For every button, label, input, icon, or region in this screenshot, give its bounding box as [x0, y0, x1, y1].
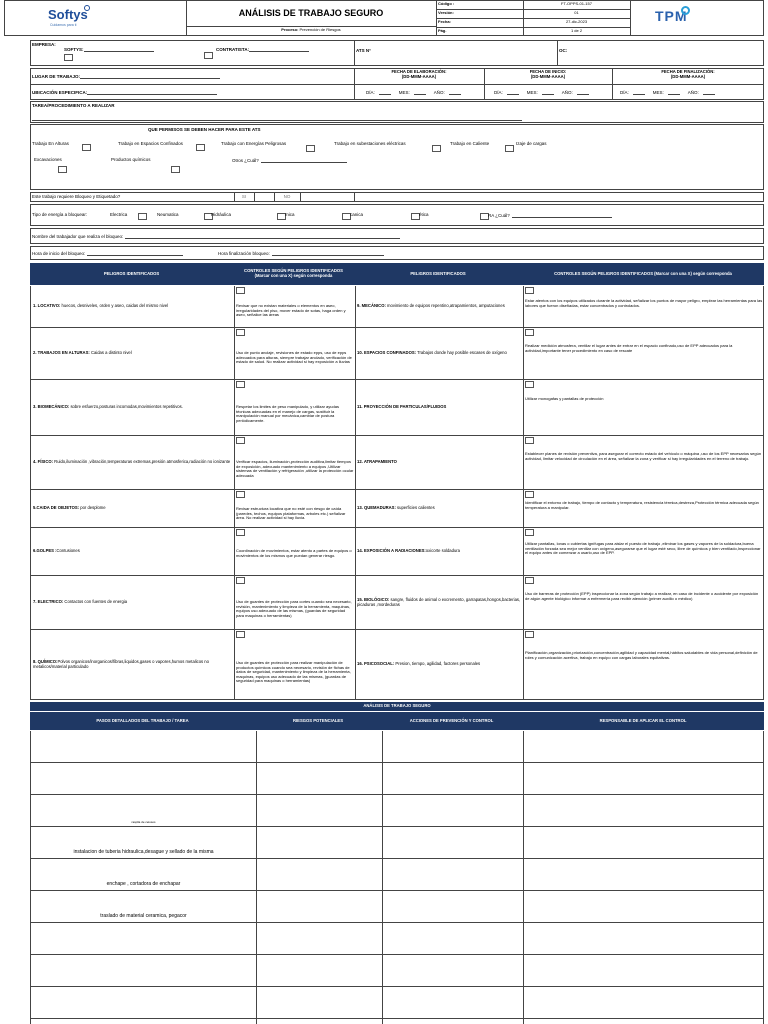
control-right-checkbox[interactable] [525, 329, 534, 336]
fecha-fin-label: FECHA DE FINALIZACIÓN: (DD-MMM-AAAA) [661, 69, 715, 79]
ats-responsable-cell[interactable] [524, 795, 764, 826]
peligro-left-text: 7. ELECTRICO: Contactos con fuentes de energia [33, 599, 128, 605]
control-left-checkbox[interactable] [236, 529, 245, 536]
peligros-header-left: PELIGROS IDENTIFICADOS [30, 263, 233, 285]
peligro-row [30, 490, 764, 528]
control-right-checkbox[interactable] [525, 381, 534, 388]
oc-label: OC: [559, 48, 568, 53]
peligro-row [30, 630, 764, 700]
control-left-text: Verificar espacios, iluminación,protección auditiva,limitar tiempos de exposición, adecuado mantenimiento a equipos ,Utilizar sistemas de ventilación y refrigeración ,utilizar la protección ocular adecuada [236, 459, 354, 478]
ats-riesgo-cell[interactable] [257, 987, 382, 1018]
permiso-checkbox-confinados[interactable] [196, 144, 205, 151]
process-value: Prevención de Riesgos [299, 27, 341, 32]
ats-col-pasos: PASOS DETALLADOS DEL TRABAJO / TAREA [30, 712, 255, 730]
control-right-text: Identificar el entorno de trabajo, tiempo de contacto y temperatura, resistencia térmica,destreza,Protección térmica adecuada según temperatura a manipular. [525, 500, 759, 510]
ats-table-row [30, 955, 764, 987]
ats-responsable-cell[interactable] [524, 891, 764, 922]
ats-responsable-cell[interactable] [524, 827, 764, 858]
ats-responsable-cell[interactable] [524, 731, 764, 762]
ats-table-row [30, 1019, 764, 1024]
control-left-checkbox[interactable] [236, 381, 245, 388]
control-left-text: Revisar estructura locativa que no esté con riesgo de caída (paredes, techos, equipos plataformas, arboles etc.) señalizar área. No realizar actividad si hay lluvia. [236, 506, 346, 521]
ats-responsable-cell[interactable] [524, 923, 764, 954]
ats-responsable-cell[interactable] [524, 987, 764, 1018]
peligro-left-text: 6.GOLPES :Contusiones [33, 548, 80, 554]
meta-label-0: Código : [438, 1, 455, 6]
control-left-text: Uso de punto anclaje, revisiones de estado epps, uso de epps adecuados para alturas, siempre trabajar anclado, verificación de estado de salud. No realizar actividad si hay exposición a lluvias [236, 350, 352, 365]
ats-accion-cell[interactable] [383, 923, 523, 954]
peligro-row [30, 380, 764, 436]
ats-accion-cell[interactable] [383, 795, 523, 826]
peligro-row [30, 328, 764, 380]
permiso-checkbox-quimicos[interactable] [171, 166, 180, 173]
peligro-row [30, 286, 764, 328]
control-left-text: Revisar que no existan materiales o elementos en aseo, irregularidades del piso, mover estado de sotas, haga orden y aseo, señalice las áreas [236, 303, 346, 318]
control-right-checkbox[interactable] [525, 529, 534, 536]
control-left-checkbox[interactable] [236, 329, 245, 336]
peligro-row [30, 528, 764, 576]
control-right-text: Realizar medición atmosfera, ventilar el lugar antes de entrar en el espacio confinado,uso de EPP adecuados para la actividad,importante tener procedimiento en caso de rescate [525, 343, 733, 353]
ats-riesgo-cell[interactable] [257, 795, 382, 826]
ats-table-row [30, 731, 764, 763]
page-title: ANÁLISIS DE TRABAJO SEGURO [238, 8, 384, 18]
ats-riesgo-cell[interactable] [257, 891, 382, 922]
fecha-fin-fields[interactable]: DÍA: MES: AÑO: [620, 89, 715, 95]
peligro-row [30, 436, 764, 490]
fecha-inicio-fields[interactable]: DÍA: MES: AÑO: [494, 89, 589, 95]
contratista-label: CONTRATISTA: [216, 46, 309, 52]
ats-riesgo-cell[interactable] [257, 763, 382, 794]
tpm-logo-text: TPM [655, 8, 688, 24]
control-right-checkbox[interactable] [525, 631, 534, 638]
tpm-logo [655, 8, 715, 28]
tipo-mecanica-label: canica [350, 212, 364, 217]
ubicacion-label: UBICACIÓN ESPECIFICA: [32, 89, 217, 95]
tipo-quimica-label: mica [285, 212, 295, 217]
softys-label: SOFTYS: [64, 46, 154, 52]
ats-col-acciones: ACCIONES DE PREVENCIÓN Y CONTROL [381, 712, 522, 730]
peligro-right-text: 13. QUEMADURAS: superficies calientes [357, 505, 435, 511]
ats-table-row [30, 859, 764, 891]
tipo-energia-label: Tipo de energía a bloquear: [32, 212, 88, 217]
softys-checkbox[interactable] [64, 54, 73, 61]
ats-responsable-cell[interactable] [524, 1019, 764, 1024]
ats-accion-cell[interactable] [383, 987, 523, 1018]
ats-step-cell[interactable]: enchape , cortadora de enchapar [106, 881, 181, 887]
process-label: Proceso: [281, 27, 299, 32]
fecha-inicio-label: FECHA DE INICIO: (DD-MMM-AAAA) [529, 69, 567, 79]
control-right-text: Planificación,organización,priorización,concentración,agilidad y capacidad mental,hábitos saludables de vida personal,definición de roles y comunicación acertiva, trabajo en equipo con cargas laborales equitativas. [525, 650, 758, 660]
ats-table-row [30, 891, 764, 923]
ats-accion-cell[interactable] [383, 1019, 523, 1024]
meta-label-1: Versión: [438, 10, 454, 15]
permiso-checkbox-caliente[interactable] [505, 145, 514, 152]
peligro-left-text: 4. FÍSICO: Ruido,iluminación ,vibración,temperaturas extremas,presión atmosferica,radiación no ionizante [33, 459, 231, 465]
meta-value-1: 01 [574, 10, 579, 15]
ats-table-row [30, 987, 764, 1019]
ats-step-cell[interactable]: traslado de material ceramica, pegacor [100, 913, 187, 919]
permiso-label-caliente: Trabajo en Caliente [450, 141, 490, 146]
ats-riesgo-cell[interactable] [257, 1019, 382, 1024]
tipo-electrica-label: Electrica [110, 212, 128, 217]
permiso-label-alturas: Trabajo En Alturas [32, 141, 69, 146]
ats-riesgo-cell[interactable] [257, 923, 382, 954]
permiso-checkbox-energias[interactable] [306, 145, 315, 152]
tipo-neumatica-label: Neumatica [157, 212, 179, 217]
ats-accion-cell[interactable] [383, 955, 523, 986]
fecha-elaboracion-fields[interactable]: DÍA: MES: AÑO: [366, 89, 461, 95]
ats-step-cell[interactable]: rasplla de ceiusos [131, 820, 156, 824]
meta-value-3: 1 de 2 [570, 28, 583, 33]
tarea-line[interactable] [32, 120, 522, 121]
tipo-hidraulica-label: Hidráulica [211, 212, 232, 217]
nombre-trabajador-label: Nombre del trabajador que realiza el bloqueo: [32, 233, 400, 239]
softys-logo [48, 6, 108, 30]
meta-value-2: 27-dic-2023 [565, 19, 588, 24]
control-left-text: Uso de guantes de protección para realizar manipulación de productos químicos cuando sea necesario, revisión de fichas de datos de seguridad, mantenimiento y limpieza de la herramienta, maquinas, equipos uso adecuado de las mismas, (guardas de seguridad para maquinas o herramientas) [236, 660, 351, 684]
ats-step-cell[interactable]: instalacion de tuberia hidraulica,desague y sellado de la misma [73, 849, 214, 855]
control-right-text: Utilizar pantallas, lonas o cubiertas ignífugas para aislar el puesto de trabajo ,eliminar los gases y vapores de la soldadura,buena ventilación forzada sea mejor ventilar con oxígeno,asegurarse que el lugar esté seco, libre de químicos y bien ventilado,Inspeccionar el equipo antes de comenzar a usarlo,uso de EPP. [525, 541, 761, 556]
peligro-right-text: 16. PSICOSOCIAL: Presion, tiempo, agilidad, factores personales [357, 661, 481, 667]
permiso-checkbox-subestaciones[interactable] [432, 145, 441, 152]
control-right-text: Estar atentos con los equipos utilizados durante la actividad, señalizar los puntos de mayor peligro, emplear las herramientas para las labores que fueron diseñadas, estar concentrados y controlados. [525, 298, 763, 308]
peligro-right-text: 14. EXPOSICIÓN A RADIACIONES:oxicorte soldadura [357, 548, 461, 554]
permiso-label-quimicos: Productos químicos [111, 157, 151, 162]
tipo-otra-label: RA ¿Cuál? [488, 212, 612, 218]
permiso-checkbox-excavaciones[interactable] [58, 166, 67, 173]
peligro-right-text: 10. ESPACIOS CONFINADOS: Trabajos donde hay posible escases de oxígeno [357, 350, 507, 356]
contratista-checkbox[interactable] [204, 52, 213, 59]
hora-fin-label: Hora finalización bloqueo: [218, 250, 384, 256]
control-right-checkbox[interactable] [525, 577, 534, 584]
control-right-text: Uso de barreras de protección (EPP) inspeccionar la zona según trabajo a realizar, en caso de incidente o accidente por exposición de algún agente biológico informar a enfermería para recibir atención (primer auxilio o médico) [525, 591, 759, 601]
ats-accion-cell[interactable] [383, 891, 523, 922]
ats-accion-cell[interactable] [383, 763, 523, 794]
softys-logo-mark-icon [84, 5, 90, 11]
permisos-title: QUE PERMISOS SE DEBEN HACER PARA ESTE ATS [148, 127, 261, 132]
softys-logo-tagline: Cuidamos para ti [50, 23, 77, 27]
meta-value-0: FT-OPPS-01-157 [561, 1, 592, 6]
peligro-left-text: 8. QUÍMICO:Polvos organicos/inorganicos/fibras,liquidos,gases o vapores,humos metalicos no metalicos/material particulado [33, 658, 209, 669]
softys-logo-text: Softys [48, 7, 88, 22]
ats-responsable-cell[interactable] [524, 955, 764, 986]
peligro-right-text: 12. ATRAPAMIENTO [357, 459, 397, 465]
ats-accion-cell[interactable] [383, 859, 523, 890]
bloqueo-question: Este trabajo requiere Bloqueo y Etiquetado? [32, 194, 121, 199]
control-left-checkbox[interactable] [236, 491, 245, 498]
peligro-left-text: 5.CAIDA DE OBJETOS: por desplome [33, 505, 106, 511]
control-right-checkbox[interactable] [525, 287, 534, 294]
peligro-right-text: 15. BIOLÓGICO: sangre, fluidos de animal o excremento, garrapatas,hongos,bacterias, picaduras ,mordeduras [357, 596, 521, 607]
control-left-checkbox[interactable] [236, 437, 245, 444]
peligro-left-text: 2. TRABAJOS EN ALTURAS: Caidas a distinto nivel [33, 350, 132, 356]
control-left-text: Respetar los limites de peso manipulado, y utilizar ayudas técnicas adecuadas en el manejo de cargas, sustituir la manipulación manual por mecánica,cambiar de postura periódicamente. [236, 404, 339, 423]
control-left-text: Uso de guantes de protección para cortes cuando sea necesario, revisión, mantenimiento y limpieza de la herramienta, maquinas, equipos uso adecuado de las mismas, (guardas de seguridad para maquinas o herramientas) [236, 599, 352, 618]
permiso-label-izaje: Izaje de cargas [516, 141, 547, 146]
permiso-label-excavaciones: Excavaciones [34, 157, 62, 162]
control-left-checkbox[interactable] [236, 577, 245, 584]
control-left-text: Coordinación de movimientos, estar atento a partes de equipos o movimientos de los mismos que puedan generar riesgo. [236, 548, 352, 558]
ats-riesgo-cell[interactable] [257, 859, 382, 890]
permiso-label-otros: Otros ¿Cuál? [232, 157, 347, 163]
ats-number-label: ATS N° [356, 48, 371, 53]
tpm-logo-circle-icon [681, 6, 690, 15]
ats-riesgo-cell[interactable] [257, 731, 382, 762]
control-right-checkbox[interactable] [525, 437, 534, 444]
control-left-checkbox[interactable] [236, 287, 245, 294]
permiso-label-confinados: Trabajo en Espacios Confinados [118, 141, 183, 146]
ats-table-row [30, 795, 764, 827]
permiso-checkbox-alturas[interactable] [82, 144, 91, 151]
permiso-label-subestaciones: Trabajo en subestaciones eléctricas [334, 141, 406, 146]
fecha-elaboracion-label: FECHA DE ELABORACIÓN: (DD-MMM-AAAA) [391, 69, 447, 79]
peligro-left-text: 3. BIOMECÁNICO: sobre esfuerzo,posturas incomodas,movimientos repetitivos. [33, 404, 183, 410]
ats-responsable-cell[interactable] [524, 763, 764, 794]
control-left-checkbox[interactable] [236, 631, 245, 638]
ats-table-row [30, 827, 764, 859]
process-row [186, 28, 436, 33]
tipo-electrica-checkbox[interactable] [138, 213, 147, 220]
bloqueo-no-option[interactable]: NO [283, 194, 291, 199]
peligro-left-text: 1. LOCATIVO: huecos, desniveles, orden y aseo, caidas del mismo nivel [33, 303, 169, 309]
permiso-label-energias: Trabajo con Energías Peligrosas [221, 141, 287, 146]
control-right-checkbox[interactable] [525, 491, 534, 498]
control-right-text: Establecer planes de revisión preventiva, para asegurar el correcto estado del vehículo o máquina ,uso de los EPP necesarios según actividad, limitar velocidad de circulación en el área, señalizar la zona y verificar si hay irregularidades en el terreno de trabajo. [525, 451, 762, 461]
ats-riesgo-cell[interactable] [257, 827, 382, 858]
tipo-termica-label: ética [419, 212, 429, 217]
controles-header-right: CONTROLES SEGÚN PELIGROS IDENTIFICADOS (Marcar con una X) según corresponda [522, 263, 764, 285]
lugar-trabajo-label: LUGAR DE TRABAJO: [32, 73, 220, 79]
ats-accion-cell[interactable] [383, 731, 523, 762]
hora-inicio-label: Hora de inicio del bloqueo: [32, 250, 183, 256]
ats-table-row [30, 923, 764, 955]
ats-table-title: ANÁLISIS DE TRABAJO SEGURO [30, 702, 764, 711]
ats-riesgo-cell[interactable] [257, 955, 382, 986]
peligro-right-text: 11. PROYECCIÓN DE PARTICULAS/FLUIDOS [357, 404, 447, 410]
ats-col-responsable: RESPONSABLE DE APLICAR EL CONTROL [522, 712, 764, 730]
controles-header-left: CONTROLES SEGÚN PELIGROS IDENTIFICADOS (Marcar con una X) según corresponda [233, 263, 354, 285]
meta-label-2: Fecha: [438, 19, 451, 24]
empresa-label: EMPRESA: [32, 42, 56, 47]
peligro-right-text: 9. MECÁNICO: movimiento de equipos repentino,atrapamientos, amputaciones [357, 303, 505, 309]
control-right-text: Utilizar monogafas y pantallas de protección [525, 396, 604, 401]
ats-table-row [30, 763, 764, 795]
tarea-label: TAREA/PROCEDIMIENTO A REALIZAR [32, 103, 115, 108]
ats-responsable-cell[interactable] [524, 859, 764, 890]
peligros-header-right: PELIGROS IDENTIFICADOS [354, 263, 522, 285]
ats-accion-cell[interactable] [383, 827, 523, 858]
bloqueo-si-option[interactable]: SI [241, 194, 247, 199]
peligro-row [30, 576, 764, 630]
meta-label-3: Pág. [438, 28, 447, 33]
ats-col-riesgos: RIESGOS POTENCIALES [255, 712, 381, 730]
